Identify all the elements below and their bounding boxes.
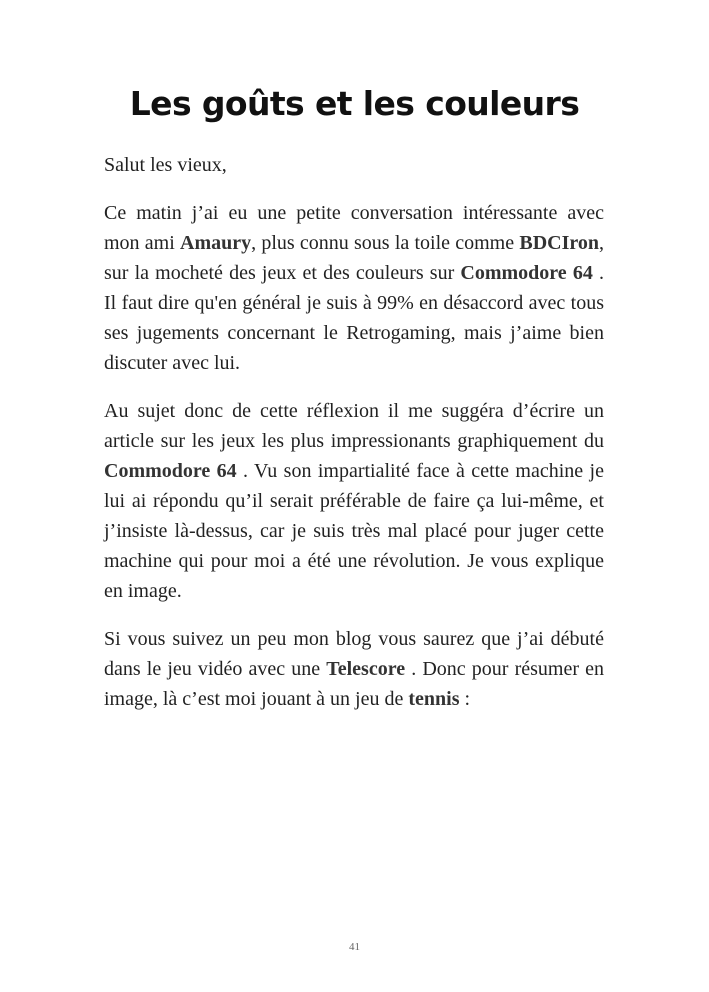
bold-name-amaury: Amaury	[180, 232, 252, 254]
bold-name-bdciron: BDCIron	[519, 232, 600, 254]
page-title: Les goûts et les couleurs	[129, 84, 580, 123]
bold-tennis: tennis	[408, 688, 460, 710]
text-span: . Il faut dire qu'en général je suis à 99% en désaccord avec tous ses jugements concernant le Retrogaming, mais j’aime bien discuter avec lui.	[104, 262, 604, 374]
page-number: 41	[349, 941, 360, 953]
text-span: :	[459, 688, 471, 710]
bold-commodore-64: Commodore 64	[104, 460, 237, 482]
text-span: , sur la mocheté des jeux et des couleurs sur	[104, 232, 605, 284]
paragraph-3	[104, 624, 604, 714]
bold-telescore: Telescore	[326, 658, 406, 680]
article-body	[104, 150, 604, 732]
text-span: Ce matin j’ai eu une petite conversation intéressante avec mon ami	[104, 202, 604, 254]
greeting-paragraph: Salut les vieux,	[104, 154, 227, 176]
text-span: , plus connu sous la toile comme	[251, 232, 520, 254]
paragraph-1	[104, 198, 604, 378]
text-span: Si vous suivez un peu mon blog vous saurez que j’ai débuté dans le jeu vidéo avec une	[104, 628, 604, 680]
text-span: . Donc pour résumer en image, là c’est moi jouant à un jeu de	[104, 658, 604, 710]
bold-commodore-64: Commodore 64	[460, 262, 593, 284]
text-span: . Vu son impartialité face à cette machine je lui ai répondu qu’il serait préférable de faire ça lui-même, et j’insiste là-dessus, car je suis très mal placé pour juger cette machine qui pour moi a été une révolution. Je vous explique en image.	[104, 460, 604, 602]
paragraph-2	[104, 396, 604, 606]
text-span: Au sujet donc de cette réflexion il me suggéra d’écrire un article sur les jeux les plus impressionants graphiquement du	[104, 400, 604, 452]
